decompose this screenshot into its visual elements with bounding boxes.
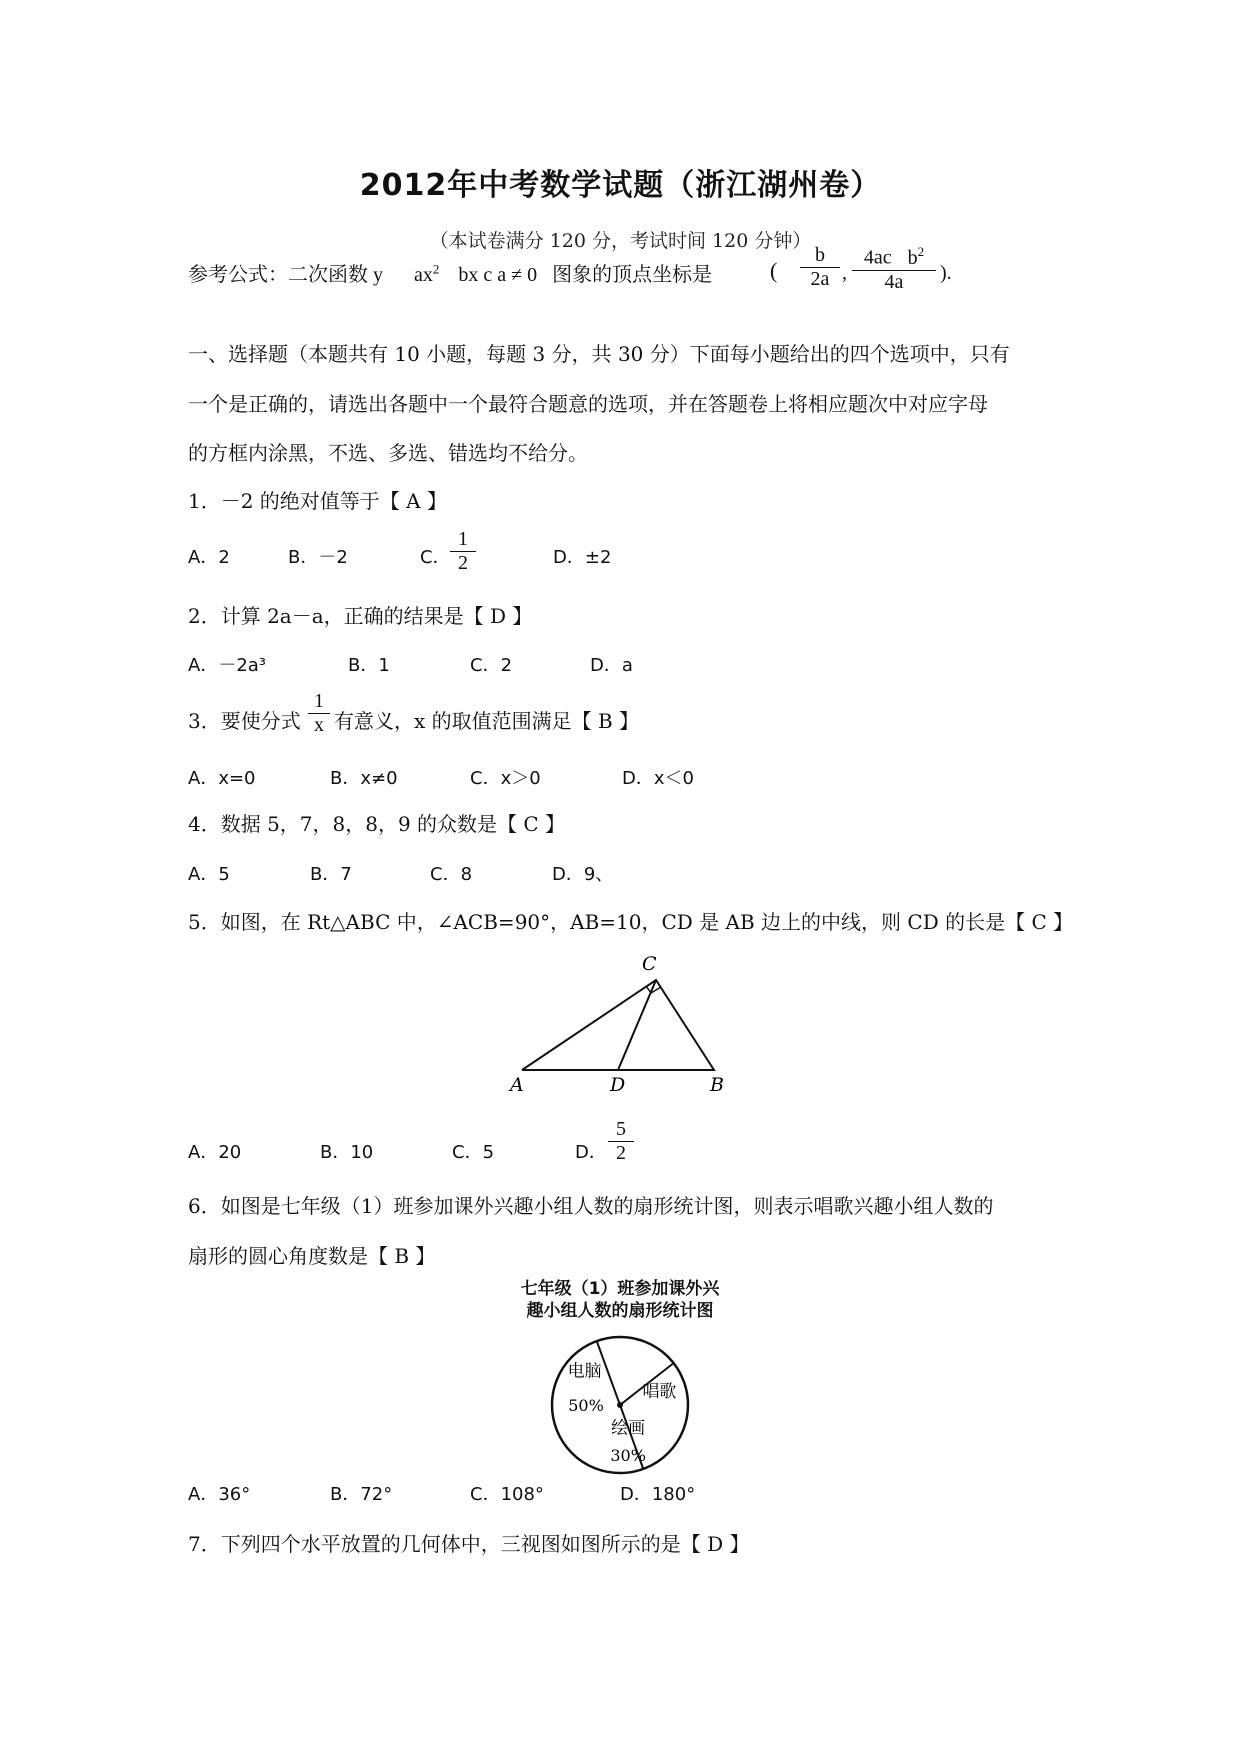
section-instructions-line2: 一个是正确的，请选出各题中一个最符合题意的选项，并在答题卷上将相应题次中对应字母 xyxy=(188,392,988,416)
q6-option-a: A．36° xyxy=(188,1484,251,1505)
pie-chart-title-line1: 七年级（1）班参加课外兴 xyxy=(520,1279,720,1299)
q4-option-d: D．9、 xyxy=(552,864,614,885)
formula-body: ax xyxy=(414,264,433,286)
fraction-numerator: 1 xyxy=(314,690,324,712)
reference-formula xyxy=(188,258,712,287)
section-instructions-line3: 的方框内涂黑，不选、多选、错选均不给分。 xyxy=(188,441,588,465)
question-7-stem: 7．下列四个水平放置的几何体中，三视图如图所示的是【 D 】 xyxy=(188,1532,750,1556)
formula-rest: bx c a ≠ 0 xyxy=(458,264,538,286)
q4-option-b: B．7 xyxy=(310,864,352,885)
q6-option-c: C．108° xyxy=(470,1484,544,1505)
fraction-denominator: 2 xyxy=(608,1141,634,1165)
q1-option-a: A．2 xyxy=(188,547,230,568)
fraction-numerator-sq: 2 xyxy=(917,244,925,259)
q3-option-a: A．x=0 xyxy=(188,768,256,789)
q5-option-c: C．5 xyxy=(452,1142,495,1163)
formula-prefix: 参考公式：二次函数 y xyxy=(188,264,383,286)
triangle-abc xyxy=(522,980,714,1070)
vertex-label-c: C xyxy=(642,953,657,975)
fraction-denominator: 2 xyxy=(450,551,476,575)
q4-option-a: A．5 xyxy=(188,864,230,885)
fraction-numerator: 1 xyxy=(458,528,468,550)
pie-slice-label: 绘画 xyxy=(611,1418,646,1439)
fraction-denominator: 4a xyxy=(852,270,936,294)
pie-slice-value-label: 50% xyxy=(568,1396,604,1415)
q6-option-b: B．72° xyxy=(330,1484,393,1505)
question-5-stem: 5．如图，在 Rt△ABC 中，∠ACB=90°，AB=10，CD 是 AB 边上的中线，则 CD 的长是【 C 】 xyxy=(188,910,1074,934)
vertex-x-fraction xyxy=(800,244,840,291)
question-6-stem-line1: 6．如图是七年级（1）班参加课外兴趣小组人数的扇形统计图，则表示唱歌兴趣小组人数的 xyxy=(188,1194,994,1218)
question-2-stem: 2．计算 2a－a，正确的结果是【 D 】 xyxy=(188,604,533,628)
q3-option-b: B．x≠0 xyxy=(330,768,398,789)
section-instructions-line1: 一、选择题（本题共有 10 小题，每题 3 分，共 30 分）下面每小题给出的四个选项中，只有 xyxy=(188,342,1010,366)
q1-option-d: D．±2 xyxy=(553,547,612,568)
q2-option-d: D．a xyxy=(590,655,633,676)
pie-chart xyxy=(530,1330,710,1480)
q4-option-c: C．8 xyxy=(430,864,473,885)
q5-option-b: B．10 xyxy=(320,1142,374,1163)
question-3-stem-prefix: 3．要使分式 xyxy=(188,709,301,733)
pie-slice-value-label: 30% xyxy=(610,1445,646,1465)
question-3-stem-suffix: 有意义，x 的取值范围满足【 B 】 xyxy=(334,709,640,733)
q2-option-a: A．－2a³ xyxy=(188,655,267,676)
q3-fraction xyxy=(308,690,330,737)
vertex-y-fraction xyxy=(852,244,936,294)
triangle-figure xyxy=(500,945,750,1095)
pie-chart-title xyxy=(480,1278,760,1322)
page-subtitle: （本试卷满分 120 分，考试时间 120 分钟） xyxy=(429,230,812,252)
fraction-numerator: b xyxy=(815,244,825,266)
fraction-denominator: 2a xyxy=(800,267,840,291)
q5-option-a: A．20 xyxy=(188,1142,242,1163)
q5-option-d: D． xyxy=(575,1142,607,1163)
q1-option-b: B．－2 xyxy=(288,547,348,568)
q5-option-d-fraction xyxy=(608,1118,634,1165)
pie-slice-label: 电脑 xyxy=(567,1361,602,1382)
formula-close: ). xyxy=(940,262,952,284)
page-title: 2012年中考数学试题（浙江湖州卷） xyxy=(359,168,882,203)
question-1-stem: 1．－2 的绝对值等于【 A 】 xyxy=(188,489,447,513)
fraction-numerator: 5 xyxy=(616,1118,626,1140)
fraction-numerator-b: b xyxy=(907,246,918,269)
q2-option-c: C．2 xyxy=(470,655,513,676)
q3-option-d: D．x＜0 xyxy=(622,768,694,789)
vertex-label-d: D xyxy=(610,1074,626,1095)
q2-option-b: B．1 xyxy=(348,655,390,676)
q6-option-d: D．180° xyxy=(620,1484,696,1505)
q1-option-c: C． xyxy=(420,547,451,568)
pie-center-dot xyxy=(617,1402,623,1408)
q1-option-c-fraction xyxy=(450,528,476,575)
fraction-numerator-a: 4ac xyxy=(863,246,892,269)
pie-chart-title-line2: 趣小组人数的扇形统计图 xyxy=(526,1301,714,1321)
comma: , xyxy=(842,262,847,284)
paren-open: ( xyxy=(770,258,778,283)
formula-suffix: 图象的顶点坐标是 xyxy=(552,264,713,286)
vertex-label-a: A xyxy=(510,1074,524,1095)
pie-slice-label: 唱歌 xyxy=(642,1381,677,1402)
question-6-stem-line2: 扇形的圆心角度数是【 B 】 xyxy=(188,1244,436,1268)
fraction-denominator: x xyxy=(308,713,330,737)
formula-square: 2 xyxy=(432,261,440,277)
q3-option-c: C．x＞0 xyxy=(470,768,541,789)
vertex-label-b: B xyxy=(710,1074,724,1095)
question-4-stem: 4．数据 5，7，8，8，9 的众数是【 C 】 xyxy=(188,812,566,836)
